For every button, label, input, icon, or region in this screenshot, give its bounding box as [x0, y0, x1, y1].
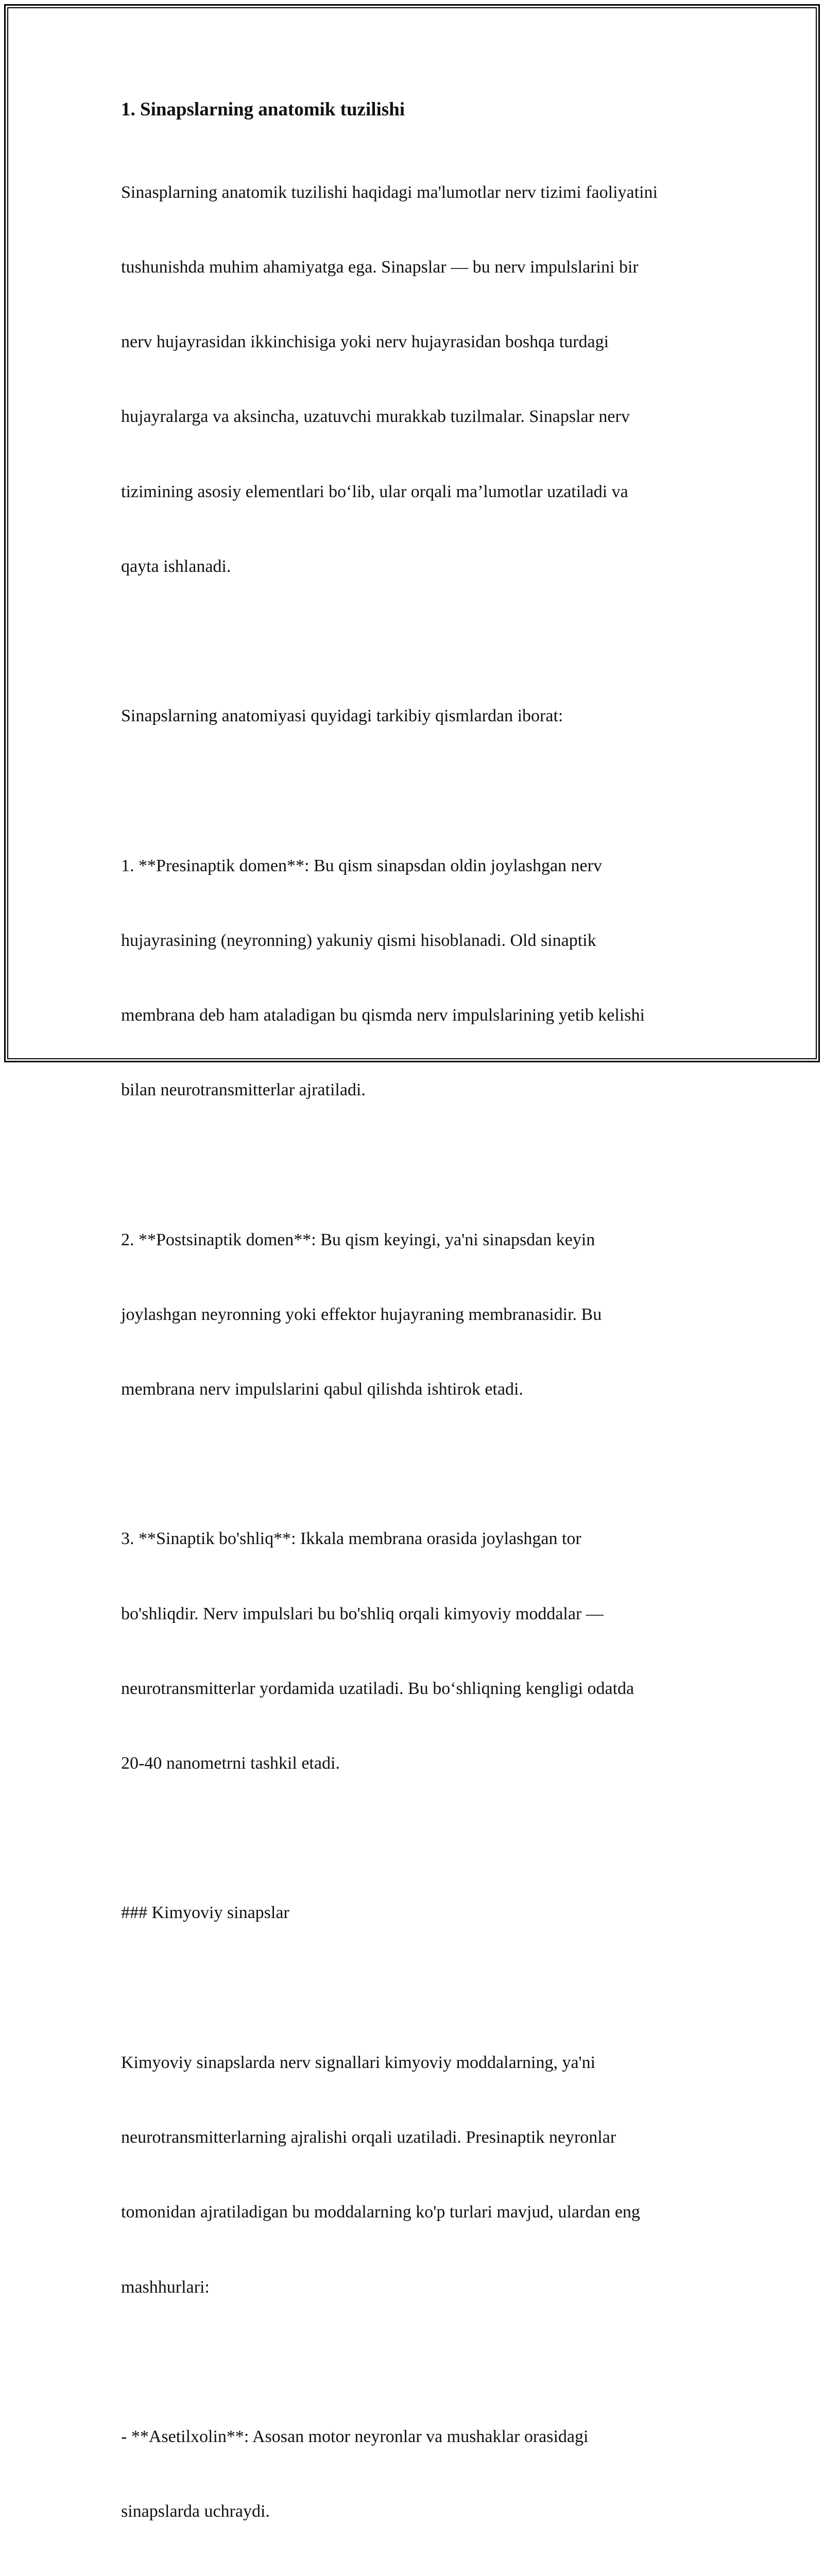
text-line: membrana nerv impulslarini qabul qilishda ishtirok etadi.: [121, 1380, 523, 1399]
text-line: qayta ishlanadi.: [121, 556, 231, 576]
blank-line: [121, 1976, 713, 2001]
text-line: Sinasplarning anatomik tuzilishi haqidagi ma'lumotlar nerv tizimi faoliyatini: [121, 182, 658, 202]
list-item-line: 3. **Sinaptik bo'shliq**: Ikkala membrana orasida joylashgan tor: [121, 1529, 581, 1549]
text-line: neurotransmitterlarning ajralishi orqali uzatiladi. Presinaptik neyronlar: [121, 2128, 616, 2147]
text-line: sinapslarda uchraydi.: [121, 2502, 270, 2521]
blank-line: [121, 629, 713, 654]
text-block: [121, 130, 713, 2576]
text-line: nerv hujayrasidan ikkinchisiga yoki nerv hujayrasidan boshqa turdagi: [121, 332, 609, 352]
text-line: tomonidan ajratiladigan bu moddalarning ko'p turlari mavjud, ulardan eng: [121, 2202, 640, 2222]
section-heading: 1. Sinapslarning anatomik tuzilishi: [121, 99, 405, 120]
blank-line: [121, 2350, 713, 2375]
text-line: Sinapslarning anatomiyasi quyidagi tarkibiy qismlardan iborat:: [121, 706, 563, 726]
text-line: hujayralarga va aksincha, uzatuvchi murakkab tuzilmalar. Sinapslar nerv: [121, 407, 630, 427]
text-line: bilan neurotransmitterlar ajratiladi.: [121, 1080, 366, 1100]
text-line: mashhurlari:: [121, 2277, 210, 2297]
document-body: [121, 95, 713, 2576]
text-line: hujayrasining (neyronning) yakuniy qismi hisoblanadi. Old sinaptik: [121, 930, 596, 950]
blank-line: [121, 778, 713, 803]
blank-line: [121, 1452, 713, 1477]
text-line: tushunishda muhim ahamiyatga ega. Sinapslar — bu nerv impulslarini bir: [121, 258, 639, 277]
text-line: neurotransmitterlar yordamida uzatiladi. Bu bo‘shliqning kengligi odatda: [121, 1679, 634, 1698]
text-line: bo'shliqdir. Nerv impulslari bu bo'shliq orqali kimyoviy moddalar —: [121, 1604, 604, 1623]
text-line: tizimining asosiy elementlari bo‘lib, ular orqali ma’lumotlar uzatiladi va: [121, 482, 628, 501]
text-line: membrana deb ham ataladigan bu qismda nerv impulslarining yetib kelishi: [121, 1006, 645, 1025]
text-line: Kimyoviy sinapslarda nerv signallari kimyoviy moddalarning, ya'ni: [121, 2053, 596, 2072]
blank-line: [121, 1153, 713, 1177]
subheading-line: ### Kimyoviy sinapslar: [121, 1903, 289, 1923]
blank-line: [121, 1826, 713, 1851]
text-line: 20-40 nanometrni tashkil etadi.: [121, 1754, 340, 1773]
bullet-line: [121, 2574, 713, 2576]
text-line: joylashgan neyronning yoki effektor hujayraning membranasidir. Bu: [121, 1304, 602, 1324]
bullet-line: - **Asetilxolin**: Asosan motor neyronlar va mushaklar orasidagi: [121, 2427, 589, 2446]
list-item-line: 2. **Postsinaptik domen**: Bu qism keyingi, ya'ni sinapsdan keyin: [121, 1230, 595, 1249]
list-item-line: 1. **Presinaptik domen**: Bu qism sinapsdan oldin joylashgan nerv: [121, 856, 602, 875]
